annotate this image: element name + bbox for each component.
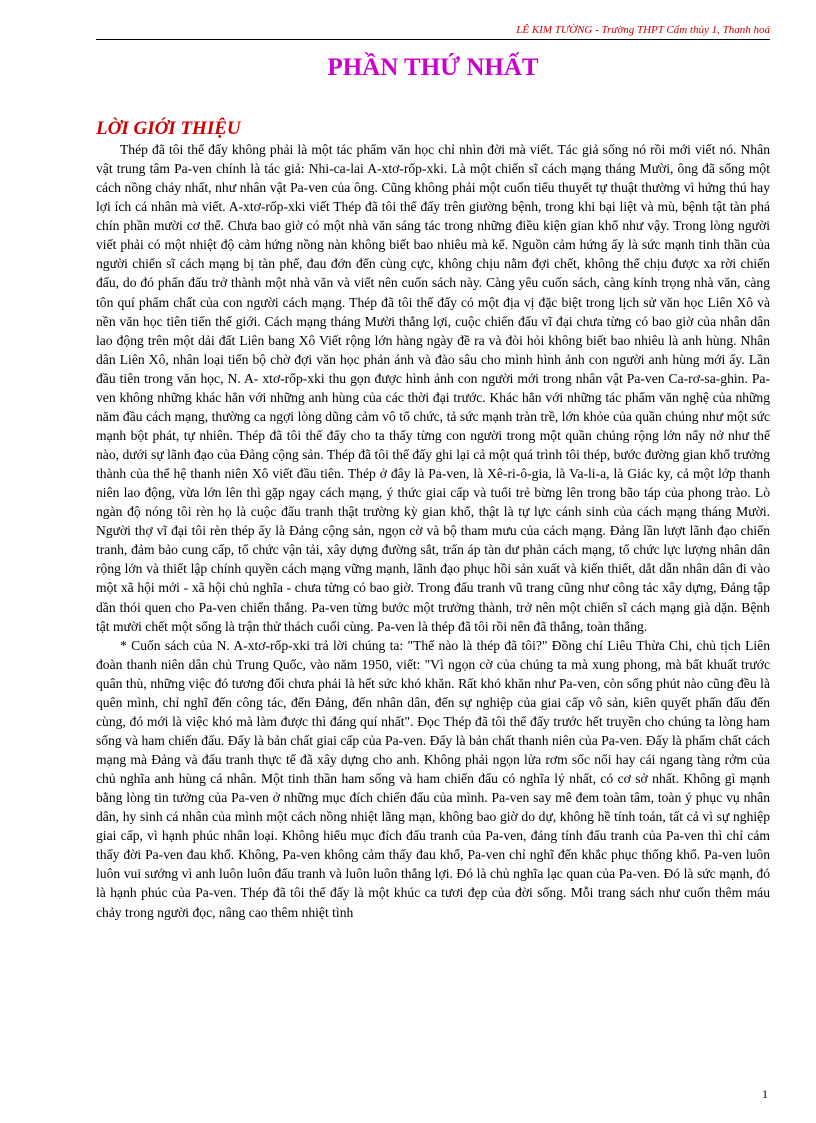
page-number: 1 bbox=[762, 1087, 768, 1101]
page-title: PHẦN THỨ NHẤT bbox=[327, 54, 539, 81]
paragraph: * Cuốn sách của N. A-xtơ-rốp-xki trả lời chúng ta: "Thế nào là thép đã tôi?" Đồng chí Liêu Thừa Chi, chủ tịch Liên đoàn thanh niên dân chủ Trung Quốc, vào năm 1950, viết: "Vì ngọn cờ của chúng ta mà xung phong, mà bất khuất trước quân thù, những việc đó tương đối chưa phải là hết sức khó khăn. Rất khó khăn như Pa-ven, còn sống phút nào cũng đều là quên mình, chỉ nghĩ đến công tác, đến Đảng, đến nhân dân, đến sự nghiệp của giai cấp vô sản, kiên quyết phấn đấu đến cùng, đó mới là việc khó mà làm được thì đáng quí nhất". Đọc Thép đã tôi thế đấy trước hết truyền cho chúng ta lòng ham sống và ham chiến đấu. Đấy là bản chất giai cấp của Pa-ven. Đấy là bản chất thanh niên của Pa-ven. Đấy là phẩm chất cách mạng mà Đảng và đấu tranh thực tế đã xây dựng cho anh. Không phải ngọn lửa rơm sốc nổi hay cái ngang tàng rởm của chủ nghĩa anh hùng cá nhân. Một tinh thần ham sống và ham chiến đấu có nghĩa lý nhất, có cơ sở nhất. Không gì mạnh bằng lòng tin tưởng của Pa-ven ở những mục đích chiến đấu của mình. Pa-ven say mê đem toàn tâm, toàn ý phục vụ nhân dân, hy sinh cá nhân của mình một cách nồng nhiệt lãng mạn, không bao giờ do dự, không hề tính toán, tất cả vì sự nghiệp giai cấp, vì hạnh phúc nhân loại. Không hiểu mục đích đấu tranh của Pa-ven, đảng tính đấu tranh của Pa-ven thì chỉ cảm thấy đời Pa-ven đau khổ. Không, Pa-ven không cảm thấy đau khổ, Pa-ven chỉ nghĩ đến khắc phục thống khổ. Pa-ven luôn luôn vui sướng vì anh luôn luôn đấu tranh và luôn luôn thắng lợi. Đó là chủ nghĩa lạc quan của Pa-ven. Đó là sức mạnh, đó là hạnh phúc của Pa-ven. Thép đã tôi thế đấy là một khúc ca tươi đẹp của đời sống. Mỗi trang sách như cuốn thêm máu chảy trong người đọc, nâng cao thêm nhiệt tình bbox=[96, 637, 770, 920]
header-school: - Trường THPT Cẩm thủy 1, Thanh hoá bbox=[592, 24, 770, 36]
page-header bbox=[96, 24, 770, 36]
paragraph: Thép đã tôi thế đấy không phải là một tác phẩm văn học chỉ nhìn đời mà viết. Tác giả sống nó rồi mới viết nó. Nhân vật trung tâm Pa-ven chính là tác giả: Nhi-ca-lai A-xtơ-rốp-xki. Là một chiến sĩ cách mạng tháng Mười, ông đã sống một cách nồng cháy nhất, như nhân vật Pa-ven của ông. Cũng không phải một cuốn tiểu thuyết tự thuật thường vì hứng thú hay lợi ích cá nhân mà viết. A-xtơ-rốp-xki viết Thép đã tôi thế đấy trên giường bệnh, trong khi bại liệt và mù, bệnh tật tàn phá chín phần mười cơ thể. Chưa bao giờ có một nhà văn sáng tác trong những điều kiện gian khổ như vậy. Trong lòng người viết phải có một nhiệt độ cảm hứng nồng nàn không biết bao nhiêu mà kể. Nguồn cảm hứng ấy là sức mạnh tinh thần của người chiến sĩ cách mạng bị tàn phế, đau đớn đến cùng cực, không chịu nằm đợi chết, không thể chịu được xa rời chiến đấu, do đó phấn đấu trở thành một nhà văn và viết nên cuốn sách này. Càng yêu cuốn sách, càng kính trọng nhà văn, càng tôn quí phẩm chất của con người cách mạng. Thép đã tôi thế đấy có một địa vị đặc biệt trong lịch sử văn học Liên Xô và nền văn học tiên tiến thế giới. Cách mạng tháng Mười thắng lợi, cuộc chiến đấu vĩ đại chưa từng có bao giờ của nhân dân lao động trên một dải đất Liên bang Xô Viết rộng lớn hàng ngày đề ra và đòi hỏi không biết bao nhiêu là anh hùng. Nhân dân Liên Xô, nhân loại tiến bộ chờ đợi văn học phản ánh và đào sâu cho mình hình ảnh con người anh hùng mới ấy. Lần đầu tiên trong văn học, N. A- xtơ-rốp-xki thu gọn được hình ảnh con người mới trong nhân vật Pa-ven Ca-rơ-sa-ghin. Pa-ven không những khác hẳn với những anh hùng của các thời đại trước. Khác hẳn với những tác phẩm văn nghệ của những năm đầu cách mạng, thường ca ngợi lòng dũng cảm vô tổ chức, tả sức mạnh tràn trề, lớn khỏe của quần chúng như một sức mạnh bột phát, tự nhiên. Thép đã tôi thế đấy cho ta thấy từng con người trong một quần chúng rộng lớn nẩy nở như thế nào, dưới sự lãnh đạo của Đảng cộng sản. Thép đã tôi thế đấy ghi lại cả một quá trình tôi thép, bước đường gian khổ trưởng thành của thế hệ thanh niên Xô viết đầu tiên. Thép ở đây là Pa-ven, là Xê-ri-ô-gia, là Va-li-a, là Giác ky, cả một lớp thanh niên lao động, vừa lớn lên thì gặp ngay cách mạng, ý thức giai cấp và tuổi trẻ bừng lên trong bão táp của phong trào. Lò ngàn độ nóng tôi rèn họ là cuộc đấu tranh thật trường kỳ gian khổ, thật là tự lực cánh sinh của cách mạng tháng Mười. Người thợ vĩ đại tôi rèn thép ấy là Đảng cộng sản, ngọn cờ và bộ tham mưu của cách mạng. Đảng lần lượt lãnh đạo chiến tranh, đảm bảo cung cấp, tổ chức vận tải, xây dựng đường sắt, trấn áp tàn dư phản cách mạng, tổ chức lực lượng nhân dân rộng lớn và thiết lập chính quyền cách mạng vững mạnh, lãnh đạo phục hồi sản xuất và kiến thiết, dắt dẫn nhân dân đi vào một xã hội mới - xã hội chủ nghĩa - chưa từng có bao giờ. Trong đấu tranh vũ trang cũng như công tác xây dựng, Đảng tập dần thói quen cho Pa-ven chiến thắng. Pa-ven từng bước một trưởng thành, trở nên một chiến sĩ cách mạng già dặn. Bệnh tật mười chết một sống là trận thử thách cuối cùng. Pa-ven là thép đã tôi rồi nên đã thắng, toàn thắng. bbox=[96, 142, 770, 634]
header-author: LÊ KIM TƯỜNG bbox=[516, 24, 593, 36]
body-text bbox=[96, 140, 770, 922]
header-rule bbox=[96, 39, 770, 40]
section-heading: LỜI GIỚI THIỆU bbox=[96, 118, 241, 139]
